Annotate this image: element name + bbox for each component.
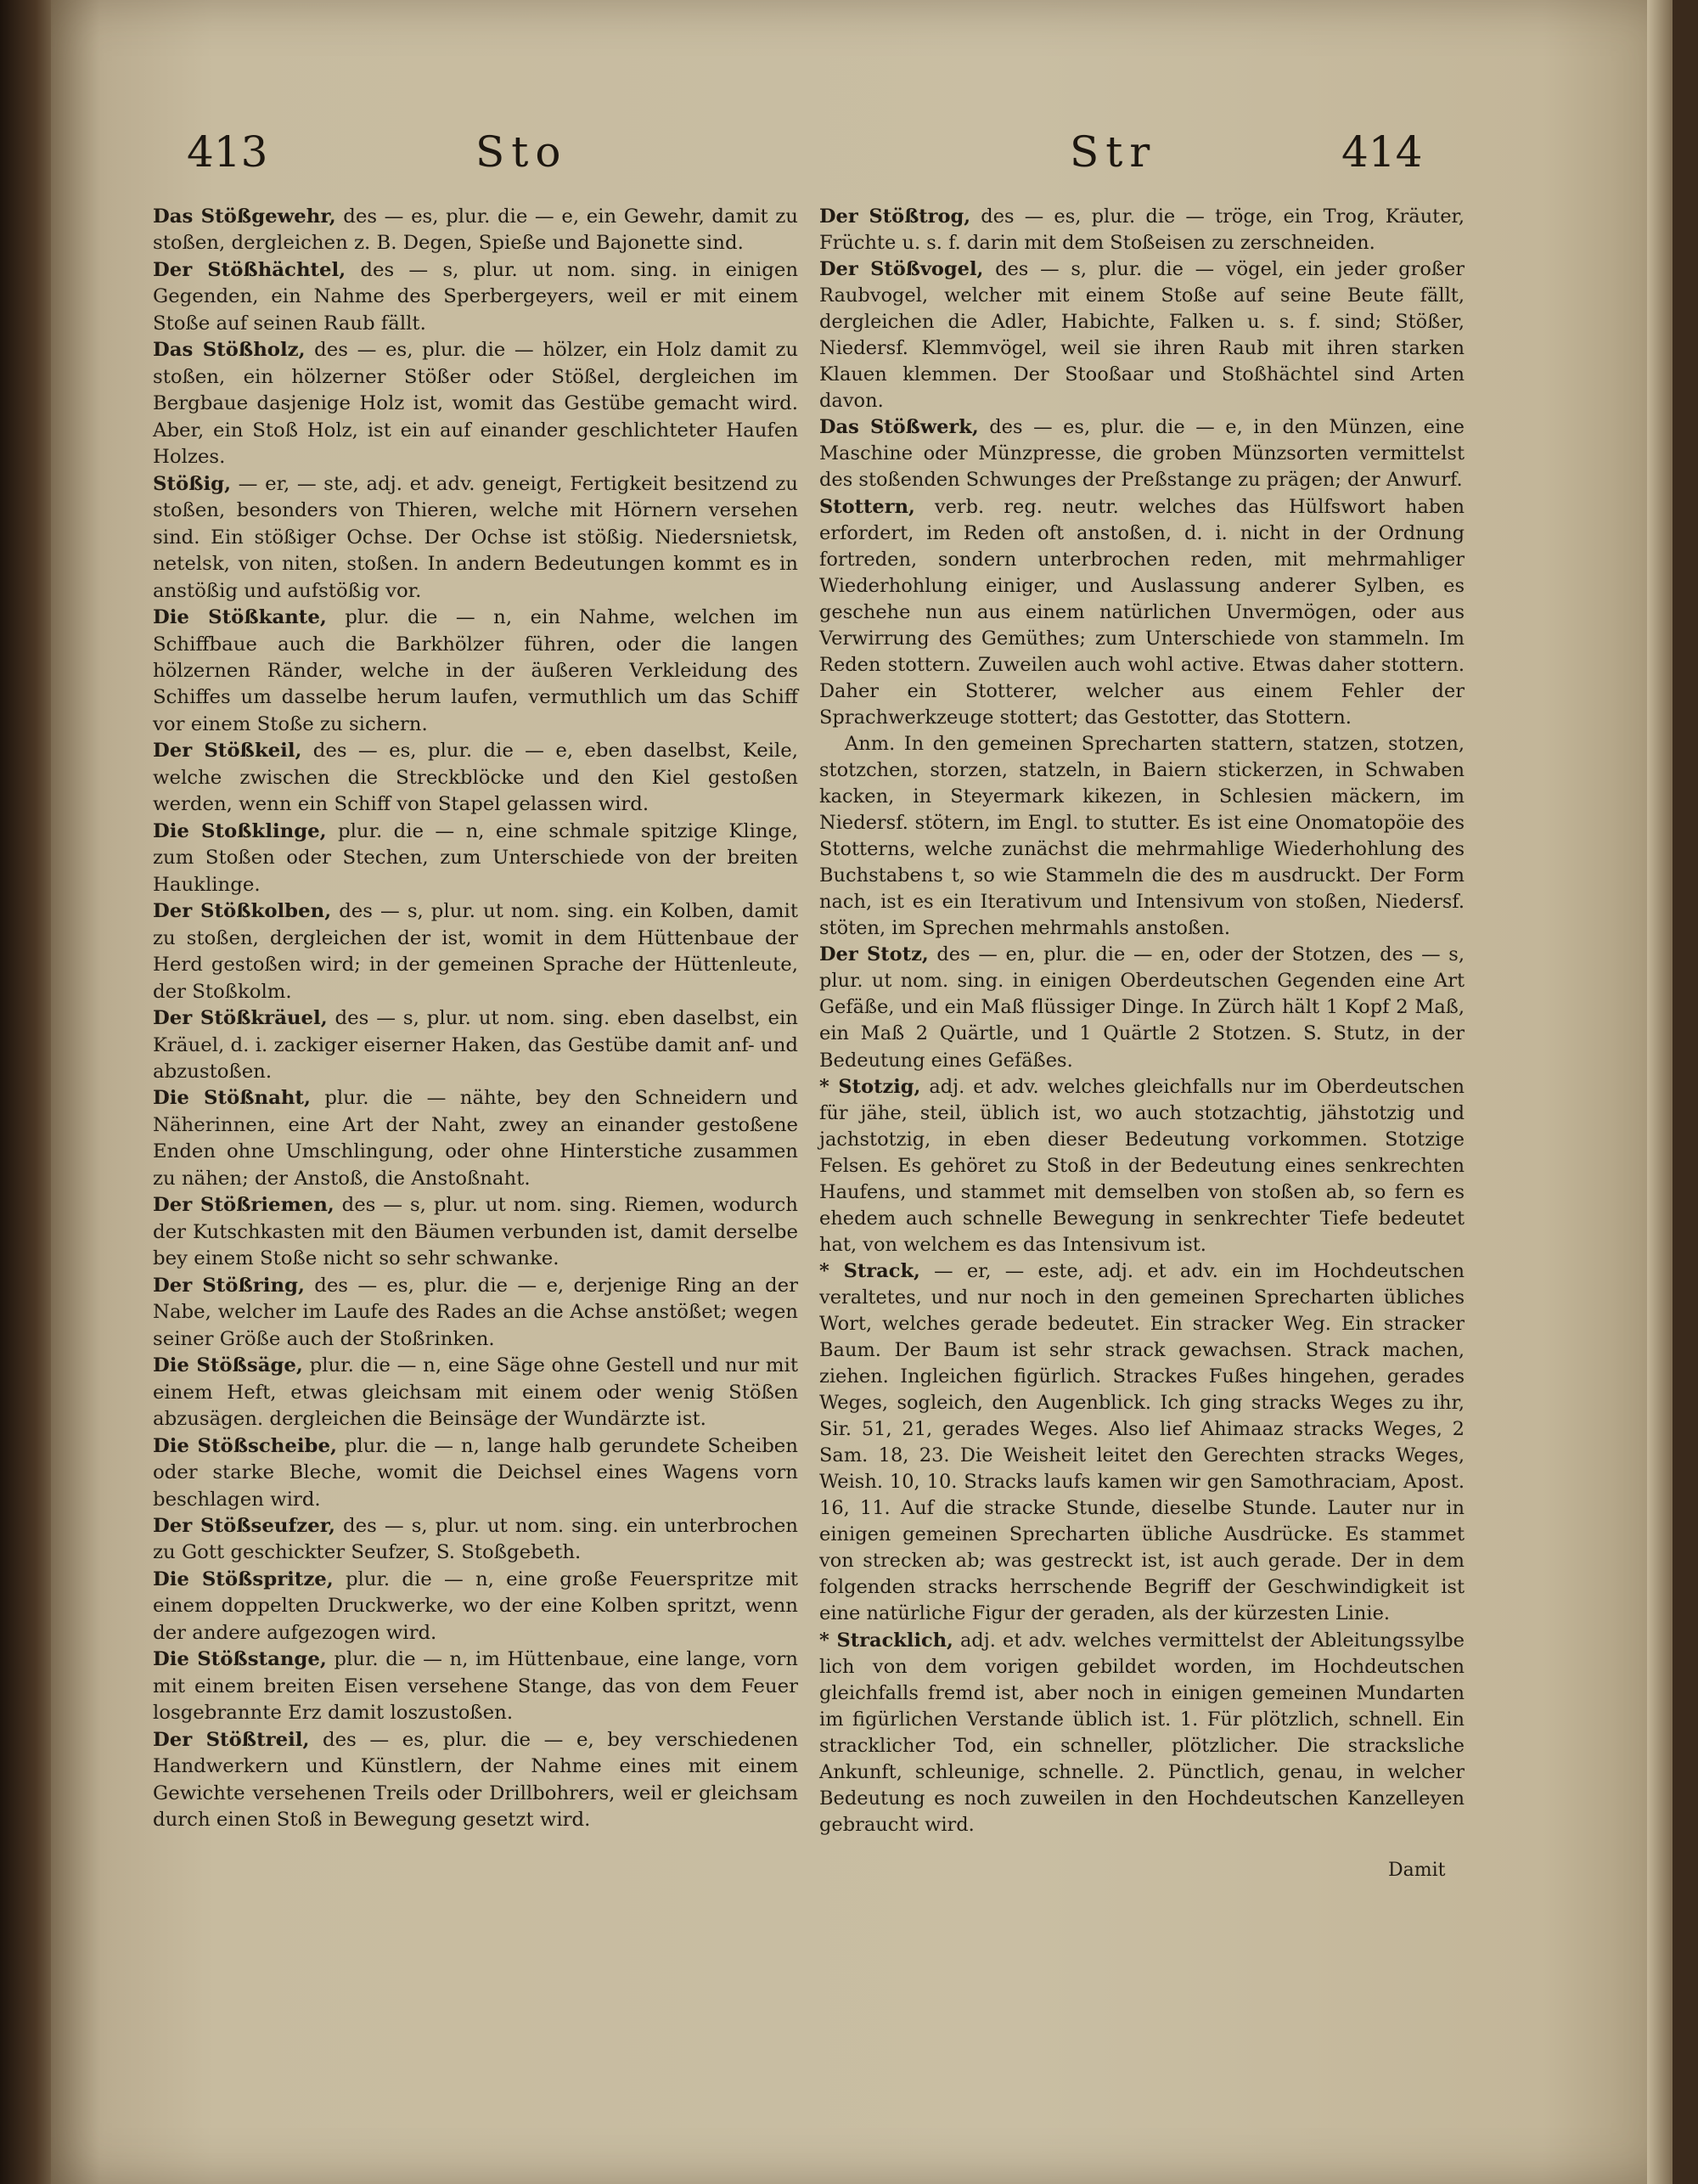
dictionary-entry xyxy=(153,819,798,898)
page-edge xyxy=(1647,0,1673,2184)
entry-headword: Der Stößkräuel, xyxy=(153,1007,328,1030)
entry-headword: Das Stößgewehr, xyxy=(153,205,336,228)
entry-text: plur. die — n, ein Nahme, welchen im Schiffbaue auch die Barkhölzer führen, oder die langen hölzernen Ränder, welche in der äußeren Verkleidung des Schiffes um dasselbe herum laufen, vermuthlich um das Schiff vor einem Stoße zu sichern. xyxy=(153,606,798,735)
dictionary-entry xyxy=(153,1433,798,1513)
entry-headword: * Stracklich, xyxy=(819,1629,953,1652)
dictionary-entry xyxy=(819,731,1465,942)
entry-headword: Der Stößkolben, xyxy=(153,900,332,923)
entry-headword: * Strack, xyxy=(819,1259,920,1282)
dictionary-entry xyxy=(819,256,1465,414)
entry-headword: Der Stößriemen, xyxy=(153,1194,335,1217)
entry-headword: * Stotzig, xyxy=(819,1075,921,1098)
dictionary-entry xyxy=(153,337,798,470)
entry-text: des — es, plur. die — tröge, ein Trog, Kräuter, Früchte u. s. f. darin mit dem Stoßeisen zu zerschneiden. xyxy=(819,205,1465,255)
running-header xyxy=(187,127,1460,195)
entry-text: des — s, plur. ut nom. sing. Riemen, wodurch der Kutschkasten mit den Bäumen verbunden ist, damit derselbe bey einem Stoße nicht so sehr schwanke. xyxy=(153,1194,798,1270)
page-number-left: 413 xyxy=(187,127,268,177)
entry-text: des — es, plur. die — e, derjenige Ring an der Nabe, welcher im Laufe des Rades an die Achse anstößet; wegen seiner Größe auch der Stoßrinken. xyxy=(153,1274,798,1350)
entry-text: plur. die — n, im Hüttenbaue, eine lange, vorn mit einem breiten Eisen versehene Stange, das von dem Feuer losgebrannte Erz damit loszustoßen. xyxy=(153,1648,798,1725)
dictionary-entry xyxy=(153,257,798,337)
entry-text: des — s, plur. ut nom. sing. ein unterbrochen zu Gott geschickter Seufzer, S. Stoßgebeth. xyxy=(153,1514,798,1564)
entry-text: des — es, plur. die — e, eben daselbst, Keile, welche zwischen die Streckblöcke und den Kiel gestoßen werden, wenn ein Schiff von Stapel gelassen wird. xyxy=(153,740,799,816)
entry-text: des — s, plur. ut nom. sing. in einigen Gegenden, ein Nahme des Sperbergeyers, weil er mit einem Stoße auf seinen Raub fällt. xyxy=(153,258,799,335)
entry-text: des — s, plur. ut nom. sing. eben daselbst, ein Kräuel, d. i. zackiger eiserner Haken, das Gestübe damit anf- und abzustoßen. xyxy=(153,1007,798,1083)
running-head-left: Sto xyxy=(475,127,568,177)
dictionary-entry xyxy=(819,414,1465,493)
dictionary-entry xyxy=(819,1258,1465,1628)
entry-text: Anm. In den gemeinen Sprecharten stattern, statzen, stotzen, stotzchen, storzen, statzeln, in Baiern stickerzen, in Schwaben kacken, in Steyermark kikezen, in Schlesien mäckern, im Niedersf. stötern, im Engl. to stutter. Es ist eine Onomatopöie des Stotterns, welche zunächst die mehrmahlige Wiederhohlung des Buchstabens t, so wie Stammeln die des m ausdruckt. Der Form nach, ist es ein Iterativum und Intensivum von stoßen, Niedersf. stöten, im Sprechen mehrmahls anstoßen. xyxy=(819,732,1465,940)
dictionary-entry xyxy=(153,1192,798,1272)
entry-headword: Die Stößstange, xyxy=(153,1648,327,1671)
entry-text: verb. reg. neutr. welches das Hülfswort haben erfordert, im Reden oft anstoßen, d. i. nicht in der Ordnung fortreden, sondern unterbrochen reden, mit mehrmahliger Wiederhohlung einiger, und Auslassung anderer Sylben, es geschehe nun aus einem natürlichen Unvermögen, oder aus Verwirrung des Gemüthes; zum Unterschiede von stammeln. Im Reden stottern. Zuweilen auch wohl active. Etwas daher stottern. Daher ein Stotterer, welcher aus einem Fehler der Sprachwerkzeuge stottert; das Gestotter, das Stottern. xyxy=(819,495,1465,729)
left-column xyxy=(153,204,798,1834)
entry-headword: Der Stößkeil, xyxy=(153,740,302,763)
entry-text: des — es, plur. die — e, ein Gewehr, damit zu stoßen, dergleichen z. B. Degen, Spieße und Bajonette sind. xyxy=(153,205,798,255)
entry-headword: Die Stößspritze, xyxy=(153,1568,334,1590)
entry-headword: Die Stößsäge, xyxy=(153,1354,303,1377)
entry-headword: Die Stoßklinge, xyxy=(153,819,327,842)
entry-headword: Stottern, xyxy=(819,495,915,518)
dictionary-entry xyxy=(153,204,798,257)
entry-text: des — en, plur. die — en, oder der Stotzen, des — s, plur. ut nom. sing. in einigen Oberdeutschen Gegenden eine Art Gefäße, und ein Maß flüssiger Dinge. In Zürch hält 1 Kopf 2 Maß, ein Maß 2 Quärtle, und 1 Quärtle 2 Stotzen. S. Stutz, in der Bedeutung eines Gefäßes. xyxy=(819,943,1465,1072)
page-number-right: 414 xyxy=(1341,127,1423,177)
entry-headword: Das Stößwerk, xyxy=(819,416,979,439)
entry-text: — er, — este, adj. et adv. ein im Hochdeutschen veraltetes, und nur noch in den gemeinen Sprecharten übliches Wort, welches gerade bedeutet. Ein stracker Weg. Ein stracker Baum. Der Baum ist sehr strack gewachsen. Strack machen, ziehen. Ingleichen figürlich. Strackes Fußes hingehen, gerades Weges, sogleich, den Augenblick. Ich ging stracks Weges zu ihr, Sir. 51, 21, gerades Weges. Also lief Ahimaaz stracks Weges, 2 Sam. 18, 23. Die Weisheit leitet den Gerechten stracks Weges, Weish. 10, 10. Stracks laufs kamen wir gen Samothraciam, Apost. 16, 11. Auf die stracke Stunde, dieselbe Stunde. Lauter nur in einigen gemeinen Sprecharten übliche Ausdrücke. Es stammet von strecken ab; was gestreckt ist, ist auch gerade. Der in dem folgenden stracks herrschende Begriff der Geschwindigkeit ist eine natürliche Figur der geraden, als der kürzesten Linie. xyxy=(819,1259,1465,1625)
entry-text: des — s, plur. ut nom. sing. ein Kolben, damit zu stoßen, dergleichen der ist, womit in dem Hüttenbaue der Herd gestoßen wird; in der gemeinen Sprache der Hüttenleute, der Stoßkolm. xyxy=(153,900,798,1003)
dictionary-entry xyxy=(819,494,1465,731)
book-spine xyxy=(0,0,51,2184)
entry-headword: Der Stößhächtel, xyxy=(153,258,346,281)
entry-headword: Der Stotz, xyxy=(819,943,929,966)
entry-headword: Die Stößkante, xyxy=(153,606,327,629)
dictionary-entry xyxy=(153,1513,798,1567)
entry-headword: Die Stößscheibe, xyxy=(153,1434,337,1457)
dictionary-entry xyxy=(153,471,798,605)
dictionary-entry xyxy=(819,942,1465,1073)
entry-text: plur. die — n, eine schmale spitzige Klinge, zum Stoßen oder Stechen, zum Unterschiede von der breiten Hauklinge. xyxy=(153,819,798,896)
entry-text: plur. die — n, eine große Feuerspritze mit einem doppelten Druckwerke, wo der eine Kolben spritzt, wenn der andere aufgezogen wird. xyxy=(153,1568,798,1644)
dictionary-entry xyxy=(153,1567,798,1646)
entry-text: adj. et adv. welches gleichfalls nur im Oberdeutschen für jähe, steil, üblich ist, wo auch stotzachtig, jähstotzig und jachstotzig, in eben dieser Bedeutung vorkommen. Stotzige Felsen. Es gehöret zu Stoß in der Bedeutung eines senkrechten Haufens, und stammet mit demselben von stoßen ab, so fern es ehedem auch schnelle Bewegung in senkrechter Tiefe bedeutet hat, von welchem es das Intensivum ist. xyxy=(819,1075,1465,1256)
running-head-right: Str xyxy=(1070,127,1157,177)
dictionary-entry xyxy=(153,1085,798,1192)
entry-headword: Der Stößtrog, xyxy=(819,205,971,228)
entry-text: des — es, plur. die — hölzer, ein Holz damit zu stoßen, ein hölzerner Stößer oder Stößel, dergleichen im Bergbaue dasjenige Holz ist, womit das Gestübe gemacht wird. Aber, ein Stoß Holz, ist ein auf einander geschlichteter Haufen Holzes. xyxy=(153,339,799,469)
entry-headword: Das Stößholz, xyxy=(153,339,306,362)
entry-headword: Die Stößnaht, xyxy=(153,1087,311,1110)
dictionary-entry xyxy=(819,1074,1465,1258)
entry-text: plur. die — n, lange halb gerundete Scheiben oder starke Bleche, womit die Deichsel eines Wagens vorn beschlagen wird. xyxy=(153,1434,798,1511)
entry-headword: Der Stößvogel, xyxy=(819,258,984,281)
dictionary-entry xyxy=(819,1628,1465,1838)
entry-headword: Stößig, xyxy=(153,472,232,495)
entry-headword: Der Stößseufzer, xyxy=(153,1514,335,1537)
entry-headword: Der Stößring, xyxy=(153,1274,305,1297)
entry-text: des — es, plur. die — e, in den Münzen, eine Maschine oder Münzpresse, die groben Münzsorten vermittelst des stoßenden Schwunges der Preßstange zu prägen; der Anwurf. xyxy=(819,416,1465,492)
entry-text: des — s, plur. die — vögel, ein jeder großer Raubvogel, welcher mit einem Stoße auf seine Beute fällt, dergleichen die Adler, Habichte, Falken u. s. f. sind; Stößer, Niedersf. Klemmvögel, weil sie ihren Raub mit ihren starken Klauen klemmen. Der Stooßaar und Stoßhächtel sind Arten davon. xyxy=(819,258,1465,413)
right-column xyxy=(819,204,1465,1838)
entry-headword: Der Stößtreil, xyxy=(153,1728,310,1751)
dictionary-entry xyxy=(153,605,798,738)
entry-text: plur. die — nähte, bey den Schneidern und Näherinnen, eine Art der Naht, zwey an einander gestoßene Enden ohne Umschlingung, oder ohne Hinterstiche zusammen zu nähen; der Anstoß, die Anstoßnaht. xyxy=(153,1087,798,1190)
dictionary-entry xyxy=(153,898,798,1005)
entry-text: adj. et adv. welches vermittelst der Ableitungssylbe lich von dem vorigen gebildet worden, im Hochdeutschen gleichfalls fremd ist, aber noch in einigen gemeinen Mundarten im figürlichen Verstande üblich ist. 1. Für plötzlich, schnell. Ein stracklicher Tod, ein schneller, plötzlicher. Die stracksliche Ankunft, schleunige, schnelle. 2. Pünctlich, genau, in welcher Bedeutung es noch zuweilen in den Hochdeutschen Kanzelleyen gebraucht wird. xyxy=(819,1629,1465,1836)
dictionary-entry xyxy=(153,1353,798,1433)
entry-text: des — es, plur. die — e, bey verschiedenen Handwerkern und Künstlern, der Nahme eines mit einem Gewichte versehenen Treils oder Drillbohrers, weil er gleichsam durch einen Stoß in Bewegung gesetzt wird. xyxy=(153,1728,799,1832)
dictionary-entry xyxy=(153,738,798,818)
dictionary-entry xyxy=(153,1273,798,1353)
entry-text: — er, — ste, adj. et adv. geneigt, Fertigkeit besitzend zu stoßen, besonders von Thieren, welche mit Hörnern versehen sind. Ein stößiger Ochse. Der Ochse ist stößig. Niedersnietsk, netelsk, von niten, stoßen. In andern Bedeutungen kommt es in anstößig und aufstößig vor. xyxy=(153,472,798,602)
entry-text: plur. die — n, eine Säge ohne Gestell und nur mit einem Heft, etwas gleichsam mit einem oder wenig Stößen abzusägen. dergleichen die Beinsäge der Wundärzte ist. xyxy=(153,1354,798,1431)
dictionary-entry xyxy=(819,204,1465,256)
dictionary-entry xyxy=(153,1005,798,1085)
dictionary-entry xyxy=(153,1646,798,1726)
catchword: Damit xyxy=(1388,1860,1446,1881)
dictionary-entry xyxy=(153,1727,798,1834)
